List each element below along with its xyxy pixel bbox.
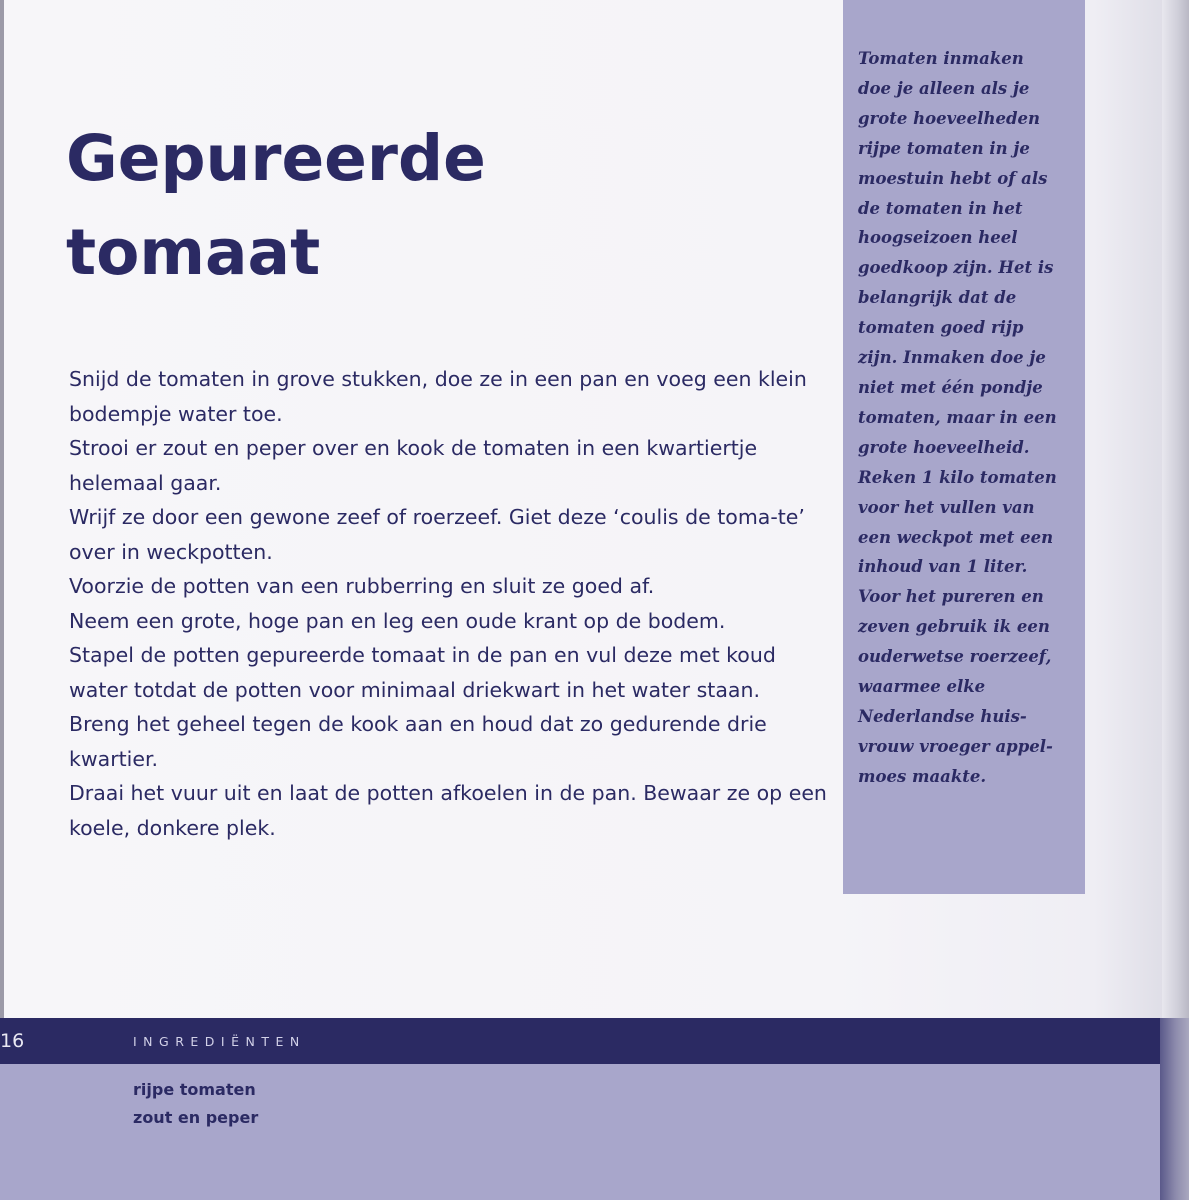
recipe-title-line-2: tomaat: [66, 216, 321, 289]
instruction-paragraph: Breng het geheel tegen de kook aan en houd dat zo gedurende drie kwartier.: [69, 712, 767, 771]
tip-text: Tomaten inmaken doe je alleen als je grote hoeveelheden rijpe tomaten in je moestuin hebt of als de tomaten in het hoogseizoen heel goedkoop zijn. Het is belangrijk dat de tomaten goed rijp zijn. Inmaken doe je niet met één pondje tomaten, maar in een grote hoeveelheid. Reken 1 kilo tomaten voor het vullen van een weckpot met een inhoud van 1 liter. Voor het pureren en zeven gebruik ik een ouderwetse roerzeef, waarmee elke Nederlandse huis- vrouw vroeger appel- moes maakte.: [858, 49, 1057, 786]
instruction-paragraph: Wrijf ze door een gewone zeef of roerzeef. Giet deze ‘coulis de toma-te’ over in weckpotten.: [69, 505, 805, 564]
instruction-paragraph: Voorzie de potten van een rubberring en sluit ze goed af.: [69, 574, 655, 598]
instruction-paragraph: Strooi er zout en peper over en kook de tomaten in een kwartiertje helemaal gaar.: [69, 436, 758, 495]
page-right-edge-shadow: [1160, 1018, 1189, 1200]
recipe-title: [66, 112, 486, 300]
instruction-paragraph: Draai het vuur uit en laat de potten afkoelen in de pan. Bewaar ze op een koele, donkere plek.: [69, 781, 827, 840]
ingredients-list: [133, 1076, 258, 1132]
ingredient-item: rijpe tomaten: [133, 1080, 256, 1099]
tip-sidebar: [843, 0, 1085, 894]
instruction-paragraph: Snijd de tomaten in grove stukken, doe ze in een pan en voeg een klein bodempje water toe.: [69, 367, 807, 426]
page-number: 16: [0, 1030, 25, 1052]
instruction-paragraph: Neem een grote, hoge pan en leg een oude krant op de bodem.: [69, 608, 726, 633]
recipe-instructions: [69, 362, 839, 845]
ingredients-heading: INGREDIËNTEN: [133, 1034, 306, 1049]
ingredient-item: zout en peper: [133, 1108, 259, 1127]
recipe-title-line-1: Gepureerde: [66, 122, 486, 195]
instruction-paragraph: Stapel de potten gepureerde tomaat in de pan en vul deze met koud water totdat de potten voor minimaal driekwart in het water staan.: [69, 643, 776, 702]
